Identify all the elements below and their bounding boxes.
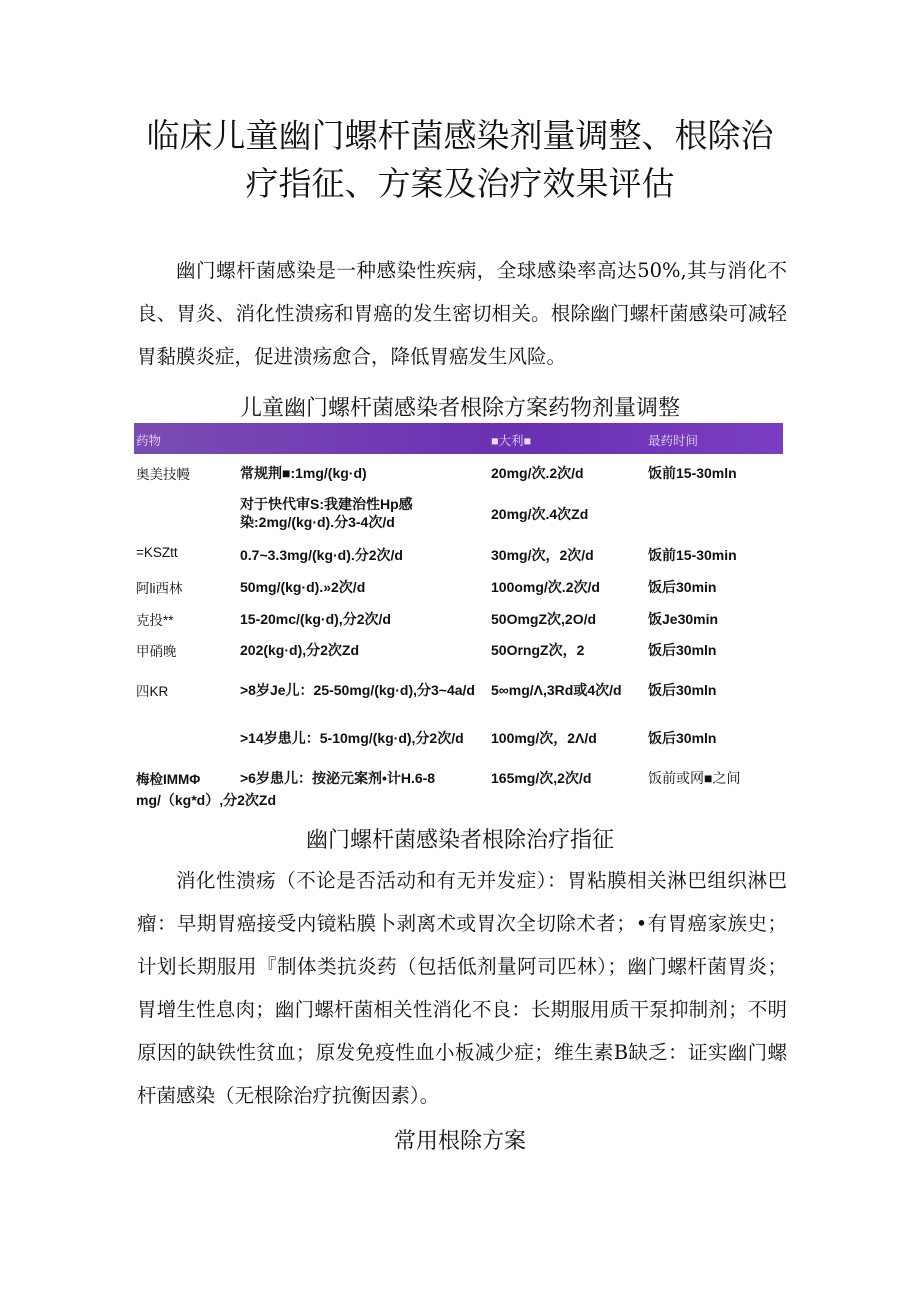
cell-drug: 阿li西林 xyxy=(136,581,183,596)
cell-drug: 奥美技幔 xyxy=(136,467,190,482)
indication-heading: 幽门螺杆菌感染者根除治疗指征 xyxy=(305,828,614,853)
indication-paragraph: 消化性溃疡（不论是否活动和有无并发症）：胃粘膜相关淋巴组织淋巴瘤：早期胃癌接受内镜粘膜卜剥离术或胃次全切除术者；•有胃癌家族史；计划长期服用『制体类抗炎药（包括低剂量阿司匹林）；幽门螺杆菌胃炎；胃增生性息肉；幽门螺杆菌相关性消化不良：长期服用质干泵抑制剂；不明原因的缺铁性贫血；原发免疫性血小板减少症；维生素B缺乏：证实幽门螺杆菌感染（无根除治疗抗衡因素）。 xyxy=(137,869,787,1107)
cell-time: 饭后30mln xyxy=(648,682,717,698)
cell-dose: 15-20mc/(kg·d),分2次/d xyxy=(240,611,391,627)
cell-time: 饭Je30min xyxy=(648,611,719,627)
dosage-table-heading: 儿童幽门螺杆菌感染者根除方案药物剂量调整 xyxy=(239,396,680,421)
cell-dose: 202(kg·d),分2次Zd xyxy=(240,642,360,658)
cell-time: 饭后30mln xyxy=(648,642,717,658)
cell-drug: =KSZtt xyxy=(136,545,178,560)
cell-dose: >8岁Je儿：25-50mg/(kg·d),分3~4a/d xyxy=(240,682,475,698)
cell-drug: 四KR xyxy=(136,684,169,699)
cell-drug: 克投** xyxy=(136,613,174,628)
cell-max-dose: 100omg/次.2次/d xyxy=(491,579,600,595)
cell-drug: 甲硝晚 xyxy=(136,644,177,659)
cell-drug: 梅检IMMΦ xyxy=(136,772,201,787)
cell-time: 饭后30mln xyxy=(648,730,717,746)
table-header xyxy=(134,423,783,454)
cell-max-dose: 20mg/次.2次/d xyxy=(491,465,584,481)
cell-max-dose: 5∞mg/Λ,3Rd或4次/d xyxy=(491,682,622,698)
cell-dose: >6岁患儿：按泌元案剂•计H.6-8 xyxy=(240,770,436,786)
cell-dose: 常规荆■:1mg/(kg·d) xyxy=(240,465,367,481)
header-max-dose: ■大利■ xyxy=(491,434,532,448)
cell-max-dose: 30mg/次，2次/d xyxy=(491,547,594,563)
intro-paragraph: 幽门螺杆菌感染是一种感染性疾病，全球感染率高达50%,其与消化不良、胃炎、消化性溃疡和胃癌的发生密切相关。根除幽门螺杆菌感染可减轻胃黏膜炎症，促进溃疡愈合，降低胃癌发生风险。 xyxy=(137,259,787,368)
cell-dose: 50mg/(kg·d).»2次/d xyxy=(240,579,366,595)
cell-max-dose: 100mg/次，2Λ/d xyxy=(491,730,597,746)
title-line-2: 疗指征、方案及治疗效果评估 xyxy=(245,164,675,203)
title-line-1: 临床儿童幽门螺杆菌感染剂量调整、根除治 xyxy=(146,116,774,155)
cell-max-dose: 165mg/次,2次/d xyxy=(491,770,592,786)
cell-dose: >14岁患儿：5-10mg/(kg·d),分2次/d xyxy=(240,730,464,746)
cell-time: 饭前或网■之间 xyxy=(648,770,741,786)
dosage-table xyxy=(134,423,783,808)
cell-time: 饭前15-30mln xyxy=(648,465,737,481)
cell-max-dose: 50OmgZ次,2O/d xyxy=(491,611,597,627)
header-time: 最药时间 xyxy=(648,434,699,448)
cell-max-dose: 50OrngZ次，2 xyxy=(491,642,585,658)
cell-time: 饭后30min xyxy=(648,579,717,595)
cell-dose: 0.7~3.3mg/(kg·d).分2次/d xyxy=(240,547,403,563)
cell-dose-continuation: mg/（kg*d）,分2次Zd xyxy=(136,792,277,808)
cell-max-dose: 20mg/次.4次Zd xyxy=(491,506,589,522)
cell-time: 饭前15-30min xyxy=(648,547,737,563)
document-title xyxy=(140,112,780,208)
regimen-heading: 常用根除方案 xyxy=(393,1129,526,1154)
header-drug: 药物 xyxy=(136,434,162,448)
cell-dose: 对于快代审S:我建治性Hp感染:2mg/(kg·d).分3-4次/d xyxy=(240,496,413,530)
